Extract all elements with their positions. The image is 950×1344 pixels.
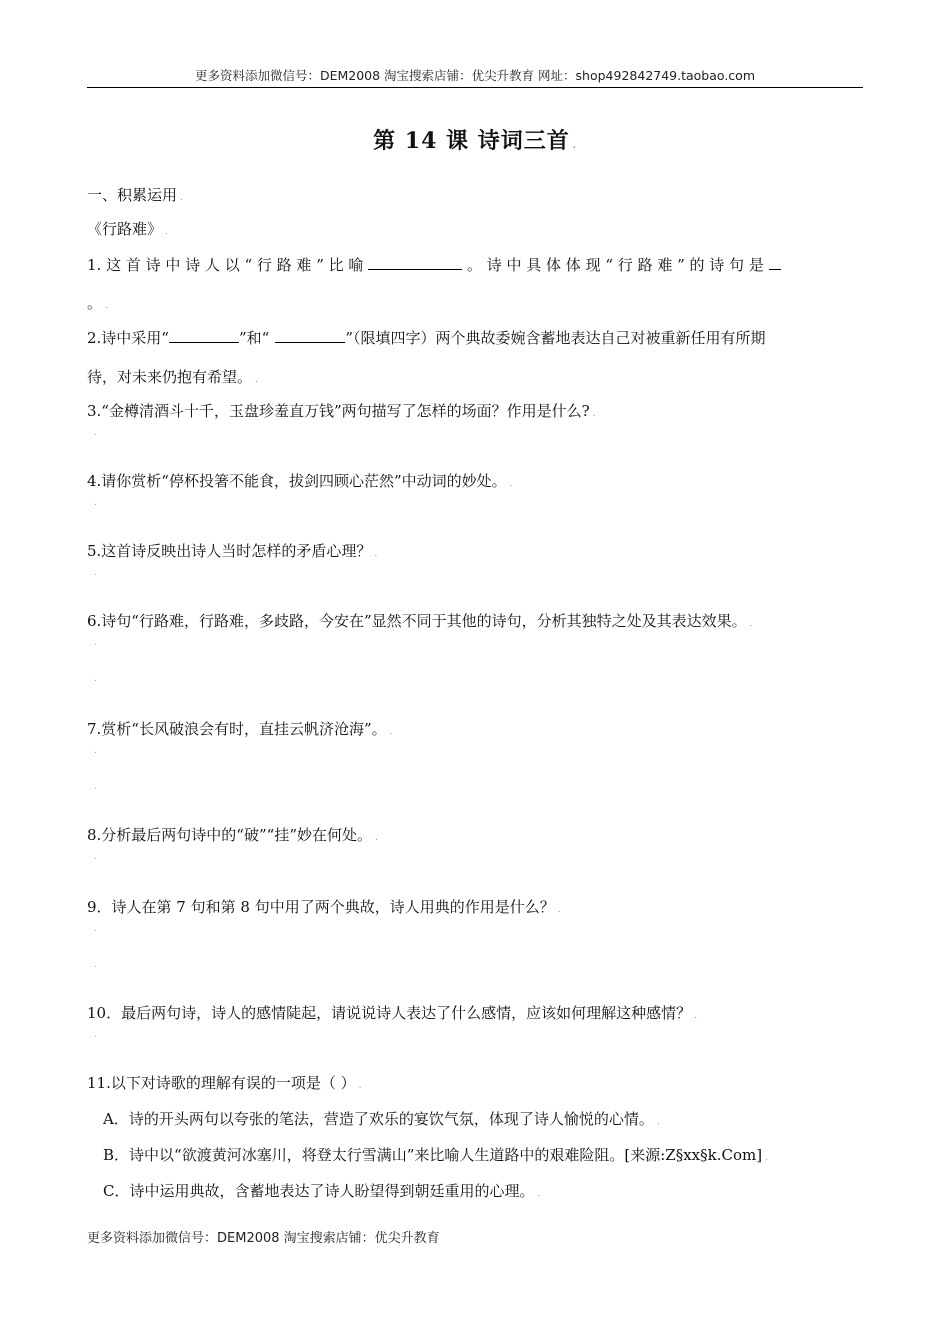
lesson-title: 第 14 课 诗词三首 . <box>373 128 577 154</box>
answer-blank-1a[interactable] <box>368 255 462 270</box>
answer-space-6b[interactable]: . <box>94 674 97 684</box>
option-a[interactable]: A．诗的开头两句以夸张的笔法，营造了欢乐的宴饮气氛，体现了诗人愉悦的心情。 . <box>103 1110 660 1128</box>
question-6: 6.诗句“行路难，行路难，多歧路，今安在”显然不同于其他的诗句，分析其独特之处及其表达效果。 . <box>87 612 753 630</box>
answer-space-7a[interactable]: . <box>94 746 97 756</box>
question-11: 11.以下对诗歌的理解有误的一项是（ ） . <box>87 1074 362 1092</box>
question-1: 1. 这 首 诗 中 诗 人 以 “ 行 路 难 ” 比 喻 。 诗 中 具 体 体 现 “ 行 路 难 ” 的 诗 句 是 <box>87 254 781 275</box>
answer-space-7b[interactable]: . <box>94 782 97 792</box>
answer-space-8[interactable]: . <box>94 852 97 862</box>
question-2-line-2: 待，对未来仍抱有希望。 . <box>87 368 258 386</box>
answer-blank-2a[interactable] <box>169 328 239 343</box>
question-10: 10．最后两句诗，诗人的感情陡起，请说说诗人表达了什么感情，应该如何理解这种感情？ . <box>87 1004 697 1022</box>
question-2: 2.诗中采用“ ”和“ ”（限填四字）两个典故委婉含蓄地表达自己对被重新任用有所期 <box>87 329 766 347</box>
poem-title: 《行路难》 . <box>87 220 168 238</box>
answer-space-4[interactable]: . <box>94 498 97 508</box>
answer-space-9a[interactable]: . <box>94 924 97 934</box>
question-7: 7.赏析“长风破浪会有时，直挂云帆济沧海”。 . <box>87 720 393 738</box>
answer-space-9b[interactable]: . <box>94 960 97 970</box>
question-9: 9．诗人在第 7 句和第 8 句中用了两个典故，诗人用典的作用是什么？ . <box>87 898 561 916</box>
question-4: 4.请你赏析“停杯投箸不能食，拔剑四顾心茫然”中动词的妙处。 . <box>87 472 513 490</box>
page-footer: 更多资料添加微信号：DEM2008 淘宝搜索店铺：优尖升教育 <box>87 1231 440 1246</box>
header-rule <box>87 87 863 88</box>
answer-space-3[interactable]: . <box>94 428 97 438</box>
question-3: 3.“金樽清酒斗十千，玉盘珍羞直万钱”两句描写了怎样的场面？作用是什么? . <box>87 402 596 420</box>
question-1-end: 。 . <box>87 294 108 312</box>
answer-blank-2b[interactable] <box>275 328 345 343</box>
option-c[interactable]: C．诗中运用典故，含蓄地表达了诗人盼望得到朝廷重用的心理。 . <box>103 1182 541 1200</box>
answer-space-5[interactable]: . <box>94 568 97 578</box>
option-b[interactable]: B．诗中以“欲渡黄河冰塞川，将登太行雪满山”来比喻人生道路中的艰难险阻。[来源:Z§xx§k.Com] . <box>103 1146 768 1164</box>
question-5: 5.这首诗反映出诗人当时怎样的矛盾心理？ . <box>87 542 378 560</box>
question-8: 8.分析最后两句诗中的“破”“挂”妙在何处。 . <box>87 826 378 844</box>
answer-blank-1b[interactable] <box>769 255 781 270</box>
answer-space-6a[interactable]: . <box>94 638 97 648</box>
answer-space-10[interactable]: . <box>94 1030 97 1040</box>
page-header: 更多资料添加微信号：DEM2008 淘宝搜索店铺：优尖升教育 网址：shop492842749.taobao.com <box>194 68 756 83</box>
section-heading: 一、积累运用 . <box>87 186 183 204</box>
